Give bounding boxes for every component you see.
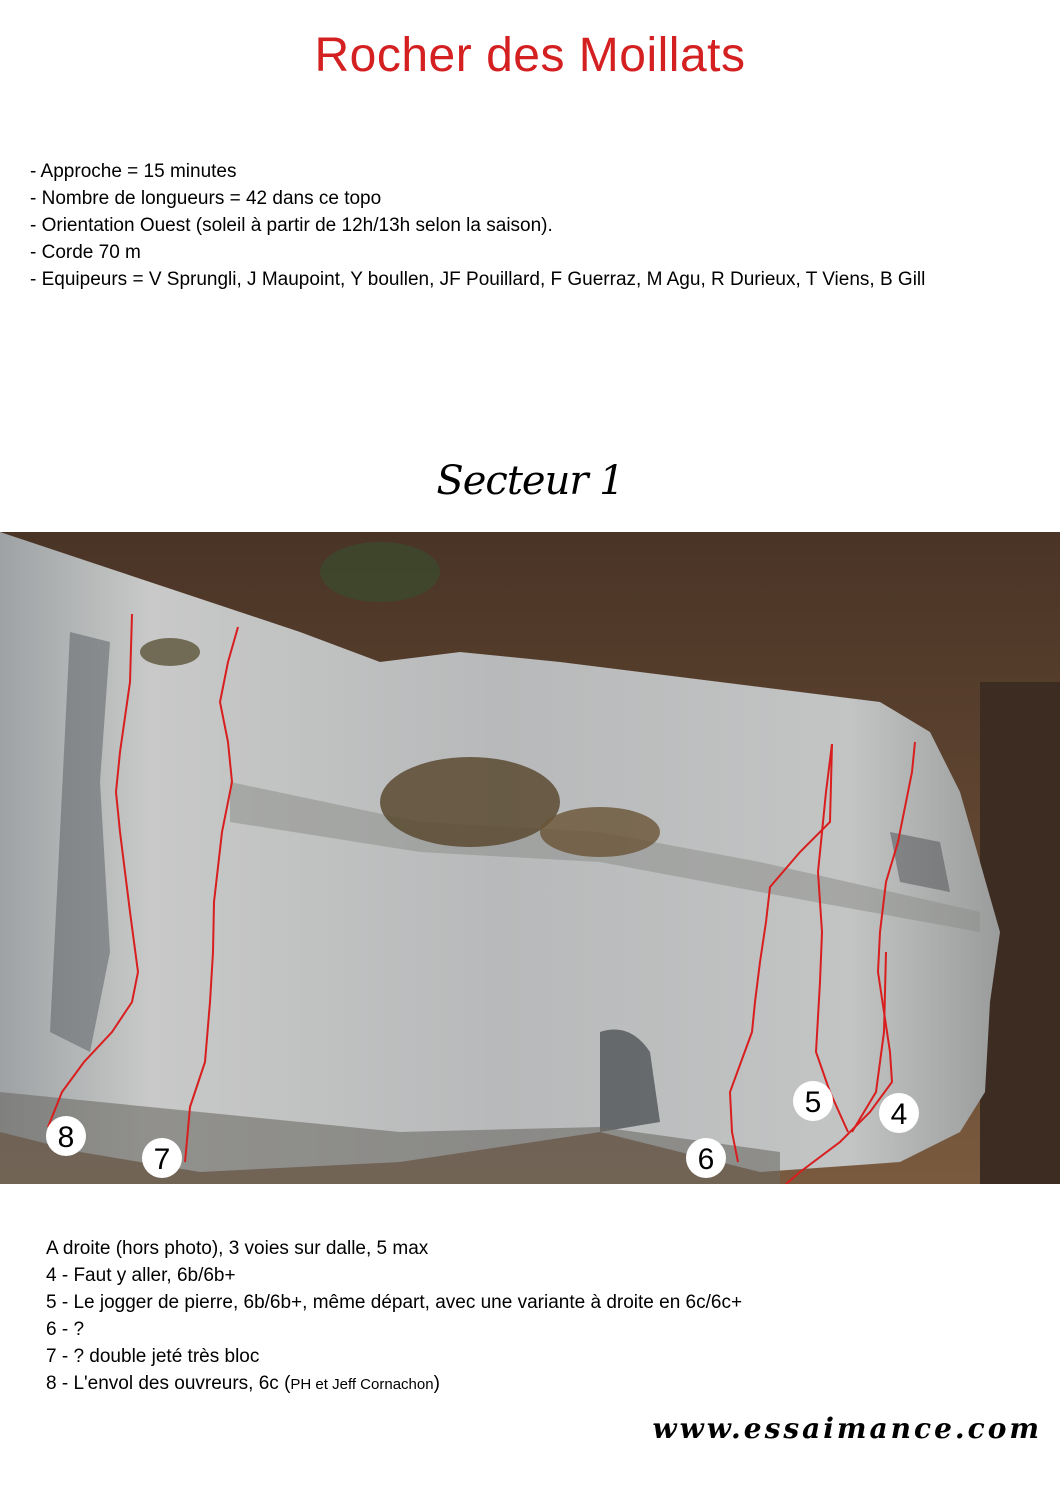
route-marker-8	[46, 1116, 86, 1156]
route-4: 4 - Faut y aller, 6b/6b+	[46, 1265, 236, 1286]
page-title: Rocher des Moillats	[314, 29, 746, 82]
info-rope: - Corde 70 m	[30, 242, 141, 263]
website-link[interactable]: www.essaimance.com	[652, 1412, 1042, 1445]
route-marker-7	[142, 1138, 182, 1178]
route-marker-6	[686, 1138, 726, 1178]
approach-info	[30, 158, 1010, 293]
route-8-close: )	[433, 1373, 440, 1394]
route-7: 7 - ? double jeté très bloc	[46, 1346, 260, 1367]
route-marker-4	[879, 1093, 919, 1133]
info-approach: - Approche = 15 minutes	[30, 161, 237, 182]
route-marker-5	[793, 1081, 833, 1121]
route-marker-5-label: 5	[804, 1086, 822, 1119]
route-5: 5 - Le jogger de pierre, 6b/6b+, même départ, avec une variante à droite en 6c/6c+	[46, 1292, 743, 1313]
info-pitches: - Nombre de longueurs = 42 dans ce topo	[30, 188, 382, 209]
bush	[380, 757, 560, 847]
route-8	[46, 1370, 1006, 1398]
bush	[540, 807, 660, 857]
sector-title: Secteur 1	[436, 458, 624, 504]
bush	[320, 542, 440, 602]
route-marker-6-label: 6	[697, 1143, 715, 1176]
info-equippers: - Equipeurs = V Sprungli, J Maupoint, Y boullen, JF Pouillard, F Guerraz, M Agu, R Durieux, T Viens, B Gill	[30, 269, 926, 290]
bush	[140, 638, 200, 666]
crag-photo	[0, 532, 1060, 1184]
route-intro: A droite (hors photo), 3 voies sur dalle, 5 max	[46, 1238, 429, 1259]
route-8-credit: PH et Jeff Cornachon	[290, 1376, 434, 1393]
route-8-main: 8 - L'envol des ouvreurs, 6c (	[46, 1373, 291, 1394]
route-6: 6 - ?	[46, 1319, 85, 1340]
route-marker-8-label: 8	[57, 1121, 75, 1154]
route-marker-4-label: 4	[890, 1098, 908, 1131]
info-orientation: - Orientation Ouest (soleil à partir de 12h/13h selon la saison).	[30, 215, 553, 236]
route-list	[46, 1235, 1006, 1398]
route-marker-7-label: 7	[153, 1143, 171, 1176]
